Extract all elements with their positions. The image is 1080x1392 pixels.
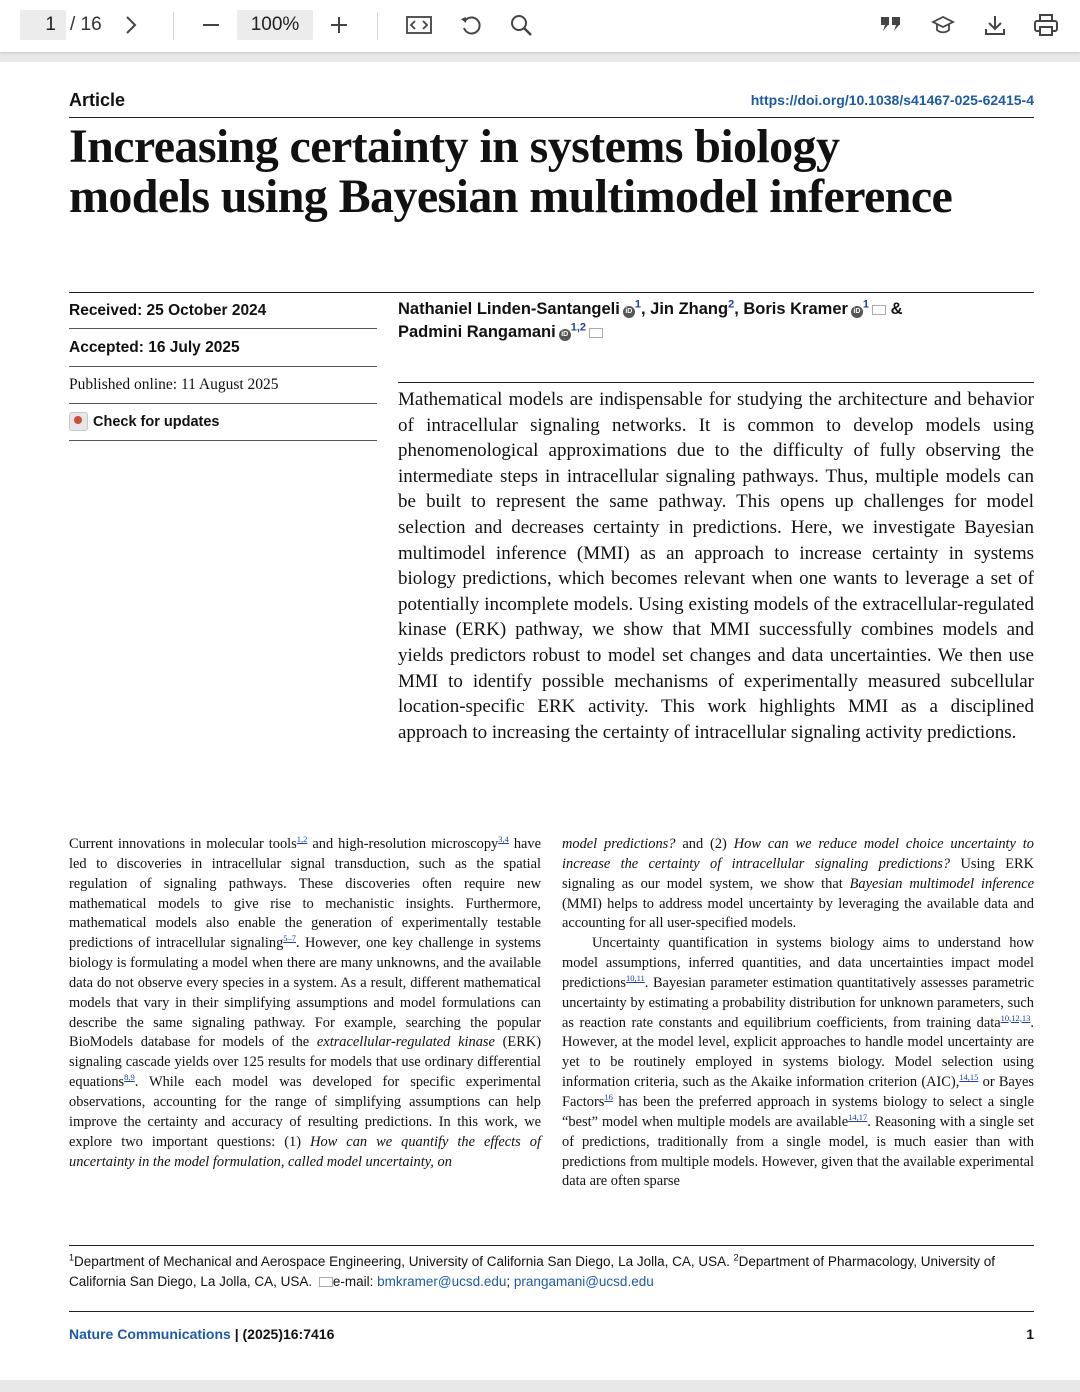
orcid-icon[interactable]: iD [851, 306, 863, 318]
received-date: Received: 25 October 2024 [69, 302, 267, 319]
affiliation-ref: 1 [862, 298, 870, 311]
citation-link[interactable]: 10,11 [625, 973, 645, 984]
divider [69, 328, 377, 329]
citation-link[interactable]: 8,9 [124, 1072, 135, 1083]
body-column-left [69, 835, 541, 1172]
body-paragraph: Current innovations in molecular tools$^{1,2}$ and high-resolution microscopy$^{3,4}$ have led to discoveries in intracellular signal transduction, such as the spatial regulation of signaling pathways. These discoveries often require new mathematical models to give rise to mechanistic insights. Furthermore, mathematical models also enable the generation of experimentally testable predictions of intracellular signaling$^{5-7}$. However, one key challenge in systems biology is formulating a model when there are many unknowns, and the available data do not observe every species in a system. As a result, different mathematical models that vary in their simplifying assumptions and model formulations can describe the same signaling pathway. For example, searching the popular BioModels database for models of the extracellular-regulated kinase (ERK) signaling cascade yields over 125 results for models that use ordinary differential equations$^{8,9}$. While each model was developed for specific experimental observations, accounting for the range of simplifying assumptions can help improve the certainty and accuracy of resulting predictions. In this work, we explore two important questions: (1) How can we quantify the effects of uncertainty in the model formulation, called model uncertainty, on [69, 834, 542, 1170]
article-title [69, 122, 1049, 222]
pdf-page [0, 62, 1080, 1380]
affiliation-ref: 1 [634, 298, 641, 311]
footnote-rule [69, 1245, 1034, 1246]
citation-link[interactable]: 16 [604, 1092, 613, 1103]
comment-icon[interactable] [876, 10, 906, 40]
journal-citation: Nature Communications | (2025)16:7416 [69, 1326, 335, 1342]
abstract: Mathematical models are indispensable for studying the architecture and behavior of intracellular signaling networks. It is common to develop models using phenomenological approximations due to the difficulty of fully observing the intermediate steps in intracellular signaling pathways. Thus, multiple models can be built to represent the same pathway. This opens up challenges for model selection and decreases certainty in predictions. Here, we investigate Bayesian multimodel inference (MMI) as an approach to increase certainty in systems biology predictions, which becomes relevant when one wants to leverage a set of potentially incomplete models. Using existing models of the extracellular-regulated kinase (ERK) pathway, we show that MMI successfully combines models and yields predictors robust to model set changes and data uncertainties. We then use MMI to identify possible mechanisms of experimentally measured subcellular location-specific ERK activity. This work highlights MMI as a disciplined approach to increasing the certainty of intracellular signaling activity predictions. [398, 389, 1034, 743]
body-paragraph: model predictions? and (2) How can we reduce model choice uncertainty to increase the certainty of intracellular signaling predictions? Using ERK signaling as our model system, we show that Bayesian multimodel inference (MMI) helps to address model uncertainty by leveraging the available data and accounting for all user-specified models. [562, 836, 1035, 932]
divider [69, 366, 377, 367]
check-updates-label: Check for updates [93, 413, 220, 430]
affiliation-ref: 2 [728, 298, 735, 311]
zoom-level-input[interactable]: 100% [237, 10, 313, 40]
citation-link[interactable]: 10,12,13 [1000, 1012, 1031, 1023]
body-paragraph: Uncertainty quantification in systems biology aims to understand how model assumptions, inferred quantities, and data uncertainties impact model predictions$^{10,11}$. Bayesian parameter estimation quantitatively assesses parametric uncertainty by estimating a probability distribution for unknown parameters, such as reaction rate constants and equilibrium coefficients, from training data$^{10,12,13}$. However, at the model level, explicit approaches to handle model uncertainty are yet to be routinely employed in systems biology. Model selection using information criteria, such as the Akaike information criterion (AIC),$^{14,15}$ or Bayes Factors$^{16}$ has been the preferred approach in systems biology to select a single “best” model when multiple models are available$^{14,17}$. Reasoning with a single set of predictions, traditionally from a single model, is much easier than with predictions from multiple models. However, given that the available experimental data are often sparse [562, 935, 1035, 1190]
rotate-icon[interactable] [456, 10, 486, 40]
footer-rule [69, 1311, 1034, 1312]
affiliations: $^1$Department of Mechanical and Aerospace Engineering, University of California San Diego, La Jolla, CA, USA. $^2$Department of Pharmacology, University of California San Diego, La Jolla, CA, USA. e-mail: bmkramer@ucsd.edu; prangamani@ucsd.edu [69, 1252, 995, 1289]
email-icon[interactable] [872, 305, 886, 315]
citation-link[interactable]: 1,2 [296, 834, 308, 845]
page-total: / 16 [70, 14, 102, 35]
doi-link[interactable]: https://doi.org/10.1038/s41467-025-62415-4 [750, 92, 1034, 108]
toolbar-divider [377, 12, 378, 40]
affiliation-ref: 1,2 [570, 321, 586, 334]
body-column-right [562, 835, 1034, 1192]
toolbar-divider [173, 12, 174, 40]
metadata-rule [69, 292, 1034, 293]
email-icon [319, 1277, 333, 1287]
abstract-rule [398, 382, 1034, 383]
published-date: Published online: 11 August 2025 [69, 376, 279, 393]
article-type-label: Article [69, 90, 126, 110]
zoom-out-icon[interactable] [197, 10, 225, 40]
header-rule [69, 117, 1034, 118]
fit-page-icon[interactable] [402, 10, 436, 40]
next-page-icon[interactable] [118, 10, 144, 40]
check-for-updates-button[interactable] [69, 412, 220, 431]
title-line: Increasing certainty in systems biology [69, 120, 840, 173]
zoom-in-icon[interactable] [325, 10, 353, 40]
author-name: Padmini Rangamani [398, 323, 556, 341]
citation-link[interactable]: 5–7 [283, 933, 297, 944]
citation-link[interactable]: 14,15 [959, 1072, 979, 1083]
title-line: models using Bayesian multimodel inference [69, 170, 953, 223]
author-name: Jin Zhang [650, 300, 729, 318]
journal-name[interactable]: Nature Communications [69, 1326, 231, 1342]
cap-icon[interactable] [928, 10, 958, 40]
divider [69, 403, 377, 404]
print-icon[interactable] [1031, 10, 1061, 40]
orcid-icon[interactable]: iD [559, 329, 571, 341]
citation-link[interactable]: 3,4 [498, 834, 509, 845]
divider [69, 440, 377, 441]
author-list: Nathaniel Linden-Santangeli $iD^1$, Jin Zhang$^2$, Boris Kramer $iD^1$ & Padmini Rangamani iD$^{1,2}$ [398, 298, 903, 341]
page-number-input[interactable]: 1 [20, 10, 66, 40]
orcid-icon[interactable]: iD [623, 306, 635, 318]
email-link[interactable]: bmkramer@ucsd.edu [377, 1274, 507, 1289]
accepted-date: Accepted: 16 July 2025 [69, 339, 240, 356]
crossmark-icon [69, 412, 88, 431]
pdf-toolbar [0, 0, 1080, 52]
citation-link[interactable]: 14,17 [848, 1112, 868, 1123]
email-link[interactable]: prangamani@ucsd.edu [513, 1274, 654, 1289]
page-number: 1 [1026, 1326, 1034, 1342]
author-name: Nathaniel Linden-Santangeli [398, 300, 620, 318]
search-icon[interactable] [506, 10, 536, 40]
download-icon[interactable] [980, 10, 1010, 40]
author-name: Boris Kramer [743, 300, 848, 318]
email-icon[interactable] [589, 328, 603, 338]
